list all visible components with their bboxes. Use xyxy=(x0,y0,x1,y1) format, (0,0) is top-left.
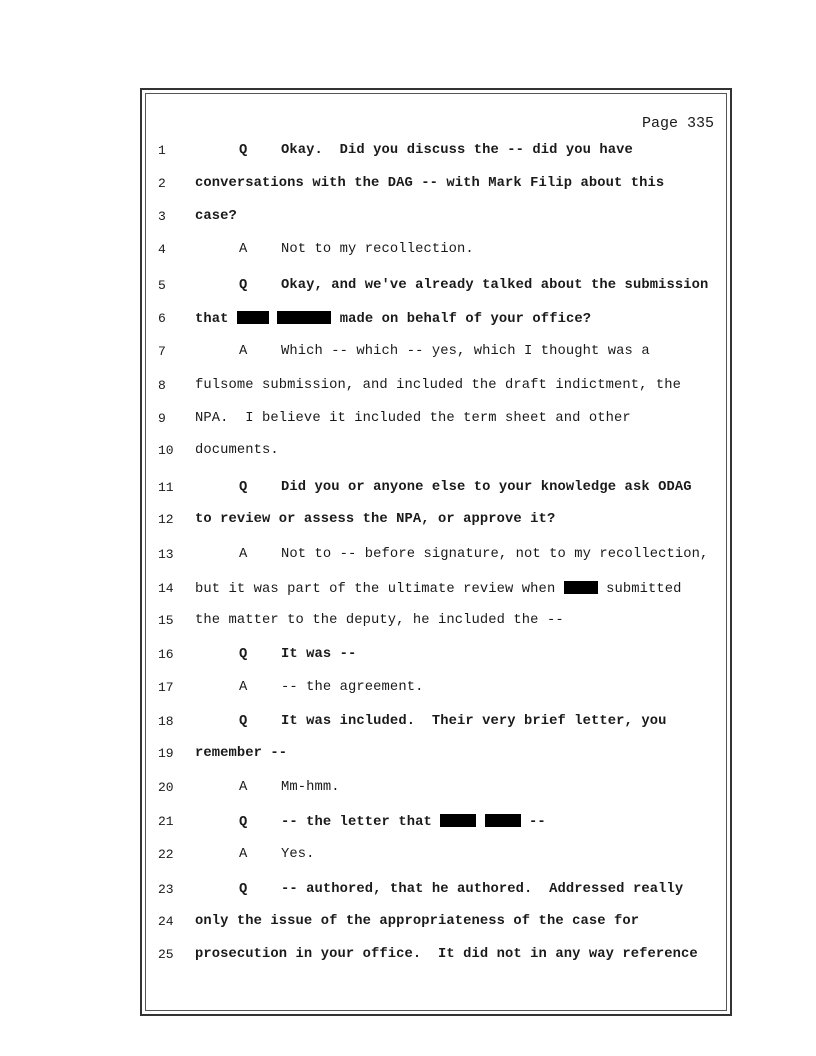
redaction-block xyxy=(440,814,476,827)
speaker-label: A xyxy=(239,344,248,359)
line-text: Not to my recollection. xyxy=(281,242,474,257)
line-number: 3 xyxy=(158,209,166,224)
line-text: -- the agreement. xyxy=(281,680,424,695)
line-number: 22 xyxy=(158,847,174,862)
line-text: It was included. Their very brief letter, you xyxy=(281,714,667,729)
line-number: 19 xyxy=(158,746,174,761)
line-text: to review or assess the NPA, or approve it? xyxy=(195,512,556,527)
line-text: Yes. xyxy=(281,847,315,862)
transcript-line xyxy=(150,512,720,534)
transcript-line xyxy=(150,780,720,802)
line-text: prosecution in your office. It did not in any way reference xyxy=(195,947,698,962)
transcript-line xyxy=(150,547,720,569)
speaker-label: A xyxy=(239,680,248,695)
speaker-label: Q xyxy=(239,143,248,158)
line-number: 14 xyxy=(158,581,174,596)
line-text: Which -- which -- yes, which I thought was a xyxy=(281,344,650,359)
speaker-label: A xyxy=(239,547,248,562)
line-number: 17 xyxy=(158,680,174,695)
line-text: Okay, and we've already talked about the submission xyxy=(281,278,709,293)
line-text: -- authored, that he authored. Addressed really xyxy=(281,882,684,897)
line-number: 2 xyxy=(158,176,166,191)
speaker-label: Q xyxy=(239,278,248,293)
transcript-line xyxy=(150,882,720,904)
line-text: remember -- xyxy=(195,746,288,761)
line-number: 23 xyxy=(158,882,174,897)
transcript-line xyxy=(150,947,720,969)
line-number: 13 xyxy=(158,547,174,562)
line-number: 16 xyxy=(158,647,174,662)
line-text: -- xyxy=(529,815,546,830)
line-number: 10 xyxy=(158,443,174,458)
line-text: NPA. I believe it included the term sheet and other xyxy=(195,411,631,426)
transcript-line xyxy=(150,613,720,635)
line-number: 18 xyxy=(158,714,174,729)
transcript-line xyxy=(150,411,720,433)
speaker-label: Q xyxy=(239,882,248,897)
line-number: 6 xyxy=(158,311,166,326)
speaker-label: A xyxy=(239,780,248,795)
line-text: conversations with the DAG -- with Mark Filip about this xyxy=(195,176,665,191)
transcript-line xyxy=(150,443,720,465)
transcript-line xyxy=(150,143,720,165)
line-text: Mm-hmm. xyxy=(281,780,340,795)
transcript-line xyxy=(150,680,720,702)
page-number: Page 335 xyxy=(641,115,714,132)
line-text: Did you or anyone else to your knowledge ask ODAG xyxy=(281,480,692,495)
speaker-label: Q xyxy=(239,815,248,830)
redaction-block xyxy=(277,311,331,324)
line-number: 12 xyxy=(158,512,174,527)
redaction-block xyxy=(564,581,598,594)
transcript-line xyxy=(150,176,720,198)
line-number: 8 xyxy=(158,378,166,393)
line-text: case? xyxy=(195,209,237,224)
transcript-line xyxy=(150,914,720,936)
line-number: 9 xyxy=(158,411,166,426)
line-text: that xyxy=(195,312,229,327)
line-text: Not to -- before signature, not to my recollection, xyxy=(281,547,709,562)
line-text: documents. xyxy=(195,443,279,458)
line-text: Okay. Did you discuss the -- did you have xyxy=(281,143,633,158)
line-text: the matter to the deputy, he included the -- xyxy=(195,613,564,628)
transcript-line xyxy=(150,344,720,366)
line-text: only the issue of the appropriateness of the case for xyxy=(195,914,640,929)
line-number: 7 xyxy=(158,344,166,359)
line-number: 5 xyxy=(158,278,166,293)
line-number: 15 xyxy=(158,613,174,628)
line-number: 25 xyxy=(158,947,174,962)
transcript-line xyxy=(150,242,720,264)
line-text: fulsome submission, and included the draft indictment, the xyxy=(195,378,682,393)
transcript-line xyxy=(150,746,720,768)
line-text: submitted xyxy=(606,582,682,597)
line-number: 4 xyxy=(158,242,166,257)
line-text: but it was part of the ultimate review when xyxy=(195,582,556,597)
speaker-label: Q xyxy=(239,714,248,729)
transcript-line xyxy=(150,814,720,836)
line-text: -- the letter that xyxy=(281,815,432,830)
line-text: made on behalf of your office? xyxy=(339,312,592,327)
line-number: 21 xyxy=(158,814,174,829)
line-number: 20 xyxy=(158,780,174,795)
transcript-line xyxy=(150,647,720,669)
transcript-line xyxy=(150,714,720,736)
line-number: 1 xyxy=(158,143,166,158)
transcript-line xyxy=(150,209,720,231)
transcript-line xyxy=(150,278,720,300)
line-text: It was -- xyxy=(281,647,357,662)
line-number: 24 xyxy=(158,914,174,929)
transcript-line xyxy=(150,480,720,502)
redaction-block xyxy=(485,814,521,827)
line-number: 11 xyxy=(158,480,174,495)
transcript-line xyxy=(150,311,720,333)
transcript-line xyxy=(150,378,720,400)
transcript-line xyxy=(150,581,720,603)
redaction-block xyxy=(237,311,269,324)
speaker-label: Q xyxy=(239,480,248,495)
speaker-label: A xyxy=(239,242,248,257)
transcript-line xyxy=(150,847,720,869)
speaker-label: A xyxy=(239,847,248,862)
speaker-label: Q xyxy=(239,647,248,662)
